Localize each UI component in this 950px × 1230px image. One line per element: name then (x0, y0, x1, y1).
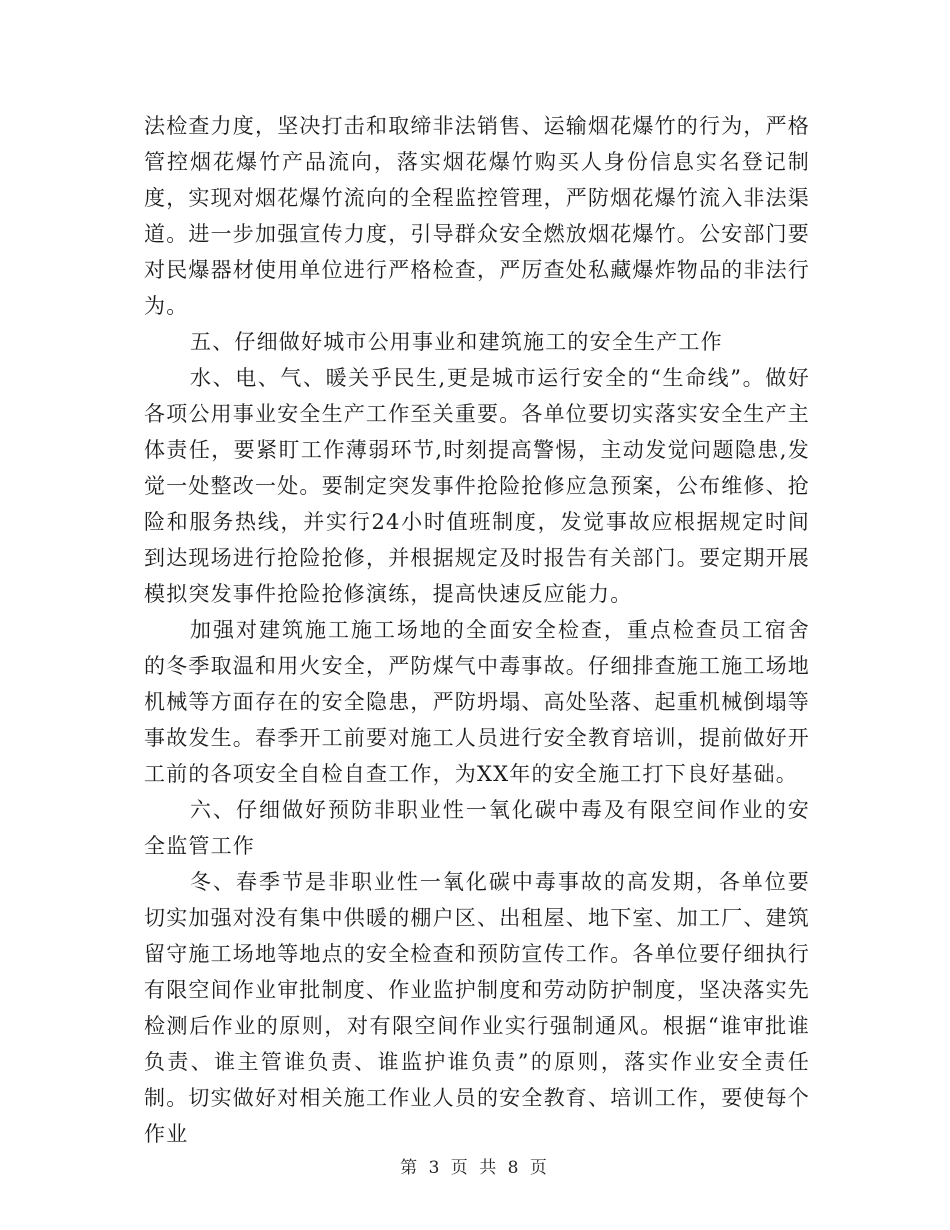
section-heading-6: 六、仔细做好预防非职业性一氧化碳中毒及有限空间作业的安全监管工作 (144, 798, 810, 858)
paragraph-utilities: 水、电、气、暖关乎民生,更是城市运行安全的“生命线”。做好各项公用事业安全生产工作至关重要。各单位要切实落实安全生产主体责任，要紧盯工作薄弱环节,时刻提高警惕，主动发觉问题隐患,发觉一处整改一处。要制定突发事件抢险抢修应急预案，公布维修、抢险和服务热线，并实行24小时值班制度，发觉事故应根据规定时间到达现场进行抢险抢修，并根据规定及时报告有关部门。要定期开展模拟突发事件抢险抢修演练，提高快速反应能力。 (144, 366, 810, 606)
paragraph-co-poisoning: 冬、春季节是非职业性一氧化碳中毒事故的高发期，各单位要切实加强对没有集中供暖的棚户区、出租屋、地下室、加工厂、建筑留守施工场地等地点的安全检查和预防宣传工作。各单位要仔细执行有限空间作业审批制度、作业监护制度和劳动防护制度，坚决落实先检测后作业的原则，对有限空间作业实行强制通风。根据“谁审批谁负责、谁主管谁负责、谁监护谁负责”的原则，落实作业安全责任制。切实做好对相关施工作业人员的安全教育、培训工作，要使每个作业 (144, 870, 810, 1146)
page-number-footer: 第 3 页 共 8 页 (400, 1158, 550, 1178)
paragraph-continued: 法检查力度，坚决打击和取缔非法销售、运输烟花爆竹的行为，严格管控烟花爆竹产品流向，落实烟花爆竹购买人身份信息实名登记制度，实现对烟花爆竹流向的全程监控管理，严防烟花爆竹流入非法渠道。进一步加强宣传力度，引导群众安全燃放烟花爆竹。公安部门要对民爆器材使用单位进行严格检查，严厉查处私藏爆炸物品的非法行为。 (144, 114, 810, 318)
document-body (144, 108, 810, 1152)
section-heading-5: 五、仔细做好城市公用事业和建筑施工的安全生产工作 (190, 330, 723, 354)
paragraph-construction: 加强对建筑施工施工场地的全面安全检查，重点检查员工宿舍的冬季取温和用火安全，严防煤气中毒事故。仔细排查施工施工场地机械等方面存在的安全隐患，严防坍塌、高处坠落、起重机械倒塌等事故发生。春季开工前要对施工人员进行安全教育培训，提前做好开工前的各项安全自检自查工作，为XX年的安全施工打下良好基础。 (144, 618, 810, 786)
